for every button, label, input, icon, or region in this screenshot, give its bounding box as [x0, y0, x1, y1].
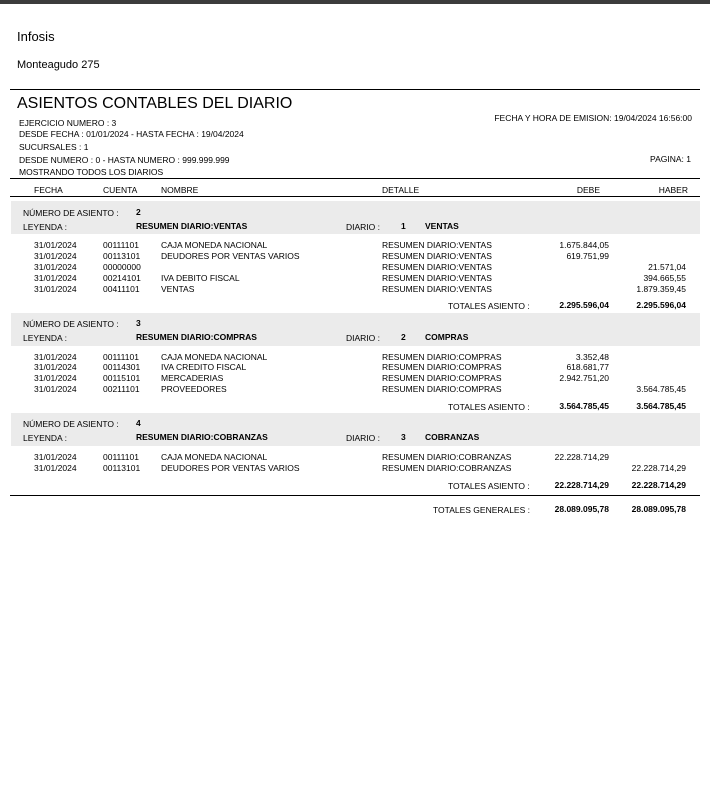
col-header-debe: DEBE	[576, 185, 600, 195]
totales-asiento-label: TOTALES ASIENTO :	[448, 481, 530, 491]
total-haber: 2.295.596,04	[636, 300, 686, 310]
cell-debe: 22.228.714,29	[554, 452, 609, 462]
cell-detalle: RESUMEN DIARIO:COMPRAS	[382, 362, 502, 372]
totales-generales-label: TOTALES GENERALES :	[433, 505, 530, 515]
emission-datetime: FECHA Y HORA DE EMISION: 19/04/2024 16:56:00	[494, 113, 692, 123]
cell-cuenta: 00411101	[103, 284, 140, 294]
leyenda-value: RESUMEN DIARIO:COMPRAS	[136, 332, 257, 342]
leyenda-label: LEYENDA :	[23, 433, 67, 443]
cell-cuenta: 00113101	[103, 463, 141, 473]
cell-fecha: 31/01/2024	[34, 352, 77, 362]
header-divider	[10, 89, 700, 90]
cell-fecha: 31/01/2024	[34, 273, 77, 283]
cell-cuenta: 00211101	[103, 384, 140, 394]
cell-detalle: RESUMEN DIARIO:VENTAS	[382, 240, 492, 250]
table-row	[0, 251, 710, 262]
diario-name: VENTAS	[425, 221, 459, 231]
grand-total-debe: 28.089.095,78	[554, 504, 609, 514]
leyenda-value: RESUMEN DIARIO:COBRANZAS	[136, 432, 268, 442]
asiento-number: 3	[136, 318, 141, 328]
cell-haber: 22.228.714,29	[631, 463, 686, 473]
cell-nombre: CAJA MONEDA NACIONAL	[161, 240, 268, 250]
table-row	[0, 240, 710, 251]
asiento-number-label: NÚMERO DE ASIENTO :	[23, 419, 119, 429]
cell-cuenta: 00111101	[103, 240, 139, 250]
col-header-cuenta: CUENTA	[103, 185, 138, 195]
cell-cuenta: 00113101	[103, 251, 141, 261]
cell-nombre: MERCADERIAS	[161, 373, 224, 383]
number-range-text: DESDE NUMERO : 0 - HASTA NUMERO : 999.999.999	[19, 155, 230, 165]
ejercicio-text: EJERCICIO NUMERO : 3	[19, 118, 117, 128]
cell-nombre: CAJA MONEDA NACIONAL	[161, 352, 268, 362]
table-row	[0, 373, 710, 384]
cell-cuenta: 00115101	[103, 373, 141, 383]
table-row	[0, 384, 710, 395]
asiento-number: 4	[136, 418, 141, 428]
totales-asiento-label: TOTALES ASIENTO :	[448, 301, 530, 311]
diario-number: 2	[401, 332, 406, 342]
diario-name: COMPRAS	[425, 332, 469, 342]
cell-detalle: RESUMEN DIARIO:COMPRAS	[382, 384, 502, 394]
cell-nombre: IVA DEBITO FISCAL	[161, 273, 240, 283]
cell-fecha: 31/01/2024	[34, 362, 77, 372]
cell-cuenta: 00114301	[103, 362, 141, 372]
total-haber: 22.228.714,29	[631, 480, 686, 490]
company-address: Monteagudo 275	[17, 59, 100, 71]
totales-asiento-label: TOTALES ASIENTO :	[448, 402, 530, 412]
col-header-detalle: DETALLE	[382, 185, 420, 195]
asiento-number: 2	[136, 207, 141, 217]
table-row	[0, 463, 710, 474]
cell-fecha: 31/01/2024	[34, 384, 77, 394]
grand-total-rule	[10, 495, 700, 496]
cell-debe: 2.942.751,20	[559, 373, 609, 383]
page-number: PAGINA: 1	[650, 154, 691, 164]
diario-number: 1	[401, 221, 406, 231]
cell-nombre: PROVEEDORES	[161, 384, 227, 394]
cell-debe: 1.675.844,05	[559, 240, 609, 250]
sucursales-text: SUCURSALES : 1	[19, 142, 89, 152]
table-row	[0, 262, 710, 273]
cell-fecha: 31/01/2024	[34, 284, 77, 294]
diario-number: 3	[401, 432, 406, 442]
cell-detalle: RESUMEN DIARIO:COBRANZAS	[382, 452, 512, 462]
table-row	[0, 284, 710, 295]
cell-cuenta: 00214101	[103, 273, 141, 283]
cell-detalle: RESUMEN DIARIO:COMPRAS	[382, 352, 502, 362]
total-debe: 2.295.596,04	[559, 300, 609, 310]
cell-detalle: RESUMEN DIARIO:VENTAS	[382, 273, 492, 283]
cell-fecha: 31/01/2024	[34, 373, 77, 383]
cell-cuenta: 00000000	[103, 262, 141, 272]
cell-detalle: RESUMEN DIARIO:COMPRAS	[382, 373, 502, 383]
leyenda-label: LEYENDA :	[23, 333, 67, 343]
diario-name: COBRANZAS	[425, 432, 480, 442]
column-header-bottom-rule	[10, 196, 700, 197]
cell-fecha: 31/01/2024	[34, 262, 77, 272]
cell-detalle: RESUMEN DIARIO:COBRANZAS	[382, 463, 512, 473]
cell-nombre: DEUDORES POR VENTAS VARIOS	[161, 463, 300, 473]
cell-fecha: 31/01/2024	[34, 240, 77, 250]
asiento-number-label: NÚMERO DE ASIENTO :	[23, 319, 119, 329]
cell-fecha: 31/01/2024	[34, 463, 77, 473]
company-name: Infosis	[17, 29, 55, 44]
table-row	[0, 452, 710, 463]
leyenda-label: LEYENDA :	[23, 222, 67, 232]
total-debe: 22.228.714,29	[554, 480, 609, 490]
cell-fecha: 31/01/2024	[34, 452, 77, 462]
col-header-fecha: FECHA	[34, 185, 63, 195]
cell-haber: 21.571,04	[648, 262, 686, 272]
diario-label: DIARIO :	[346, 333, 381, 343]
table-row	[0, 362, 710, 373]
leyenda-value: RESUMEN DIARIO:VENTAS	[136, 221, 248, 231]
date-range-text: DESDE FECHA : 01/01/2024 - HASTA FECHA : 19/04/2024	[19, 129, 244, 139]
cell-debe: 3.352,48	[575, 352, 609, 362]
total-debe: 3.564.785,45	[559, 401, 609, 411]
report-title: ASIENTOS CONTABLES DEL DIARIO	[17, 95, 293, 112]
cell-debe: 619.751,99	[566, 251, 609, 261]
cell-haber: 394.665,55	[643, 273, 686, 283]
cell-detalle: RESUMEN DIARIO:VENTAS	[382, 251, 492, 261]
window-top-bar	[0, 0, 710, 4]
cell-haber: 3.564.785,45	[636, 384, 686, 394]
diario-label: DIARIO :	[346, 222, 381, 232]
grand-total-haber: 28.089.095,78	[631, 504, 686, 514]
diarios-text: MOSTRANDO TODOS LOS DIARIOS	[19, 167, 164, 177]
asiento-number-label: NÚMERO DE ASIENTO :	[23, 208, 119, 218]
cell-detalle: RESUMEN DIARIO:VENTAS	[382, 262, 492, 272]
cell-cuenta: 00111101	[103, 452, 139, 462]
column-header-top-rule	[10, 178, 700, 179]
diario-label: DIARIO :	[346, 433, 381, 443]
cell-debe: 618.681,77	[566, 362, 609, 372]
cell-detalle: RESUMEN DIARIO:VENTAS	[382, 284, 492, 294]
cell-nombre: DEUDORES POR VENTAS VARIOS	[161, 251, 300, 261]
cell-fecha: 31/01/2024	[34, 251, 77, 261]
cell-nombre: IVA CREDITO FISCAL	[161, 362, 247, 372]
total-haber: 3.564.785,45	[636, 401, 686, 411]
col-header-nombre: NOMBRE	[161, 185, 199, 195]
table-row	[0, 273, 710, 284]
col-header-haber: HABER	[658, 185, 688, 195]
cell-cuenta: 00111101	[103, 352, 139, 362]
cell-nombre: VENTAS	[161, 284, 195, 294]
cell-nombre: CAJA MONEDA NACIONAL	[161, 452, 268, 462]
cell-haber: 1.879.359,45	[636, 284, 686, 294]
